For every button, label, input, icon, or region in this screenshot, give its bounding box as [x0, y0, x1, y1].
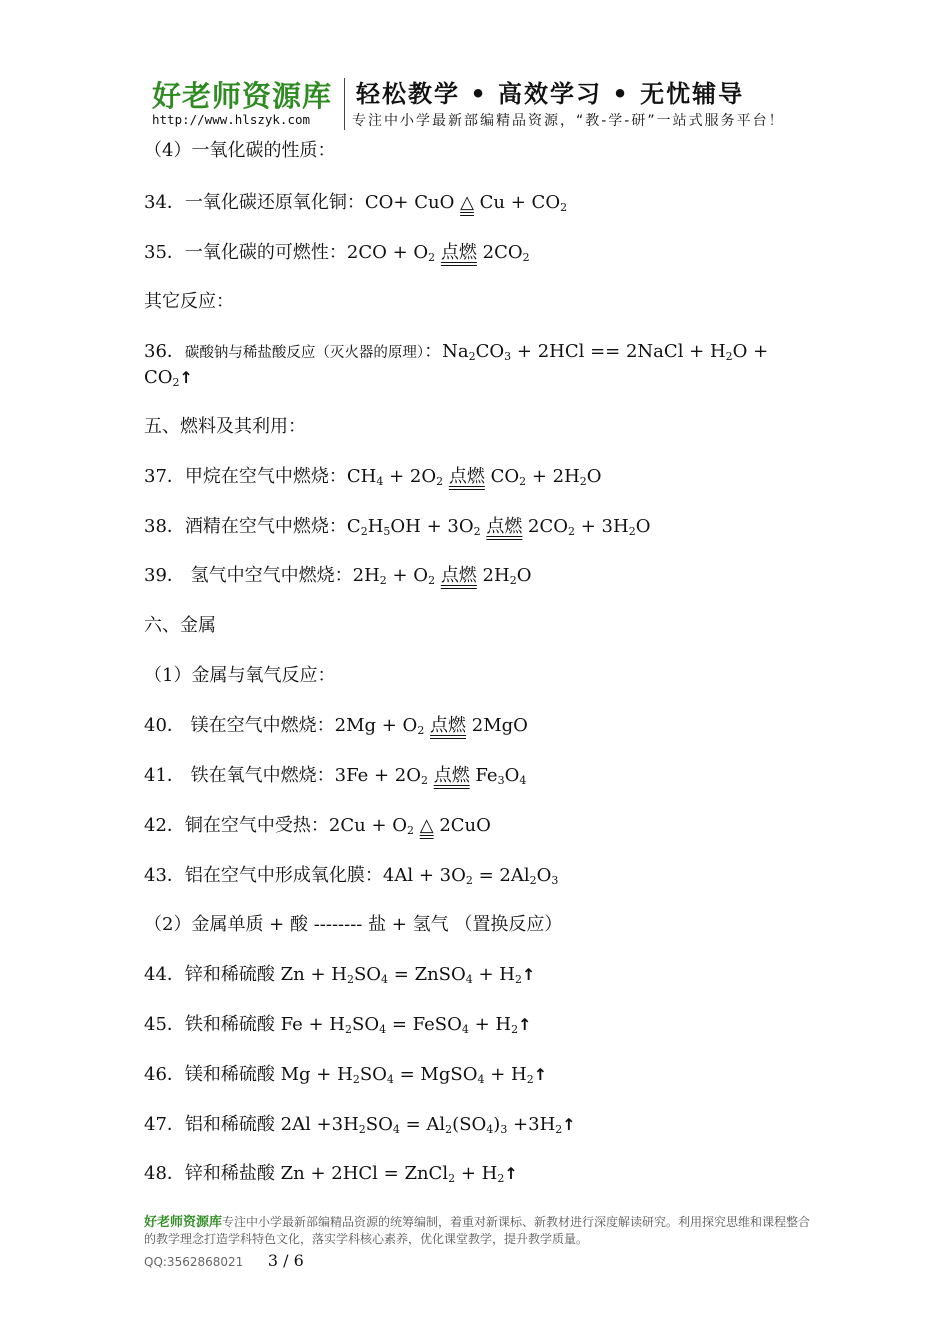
header-tagline: 专注中小学最新部编精品资源，“教-学-研”一站式服务平台！ [352, 113, 785, 129]
equation-34: 34．一氧化碳还原氧化铜：CO+ CuO △ $Cu + CO_2$ [144, 192, 568, 214]
equation-40: 40． 镁在空气中燃烧：$2Mg + O_2$ 点燃 2MgO [144, 715, 528, 737]
equation-46: 46．镁和稀硫酸 $Mg + H_2SO_4$ = MgSO$_4$ + $H_2↑$ [144, 1064, 548, 1086]
footer-brand: 好老师资源库 [144, 1215, 223, 1230]
subsection-heading-metal-acid: （2）金属单质 + 酸 -------- 盐 + 氢气 （置换反应） [144, 914, 563, 935]
equation-42: 42．铜在空气中受热：$2Cu + O_2$ △ 2CuO [144, 815, 491, 837]
footer-description [144, 1214, 814, 1247]
subsection-heading-metal-oxygen: （1）金属与氧气反应： [144, 665, 336, 686]
section-heading-other-reactions: 其它反应： [144, 291, 234, 312]
footer-qq: QQ:3562868021 [144, 1255, 244, 1269]
footer-meta [144, 1251, 814, 1270]
section-heading-metals: 六、金属 [144, 615, 216, 636]
equation-39: 39． 氢气中空气中燃烧：$2H_2 + O_2$ 点燃 $2H_2O$ [144, 565, 532, 587]
section-heading-co-properties: （4）一氧化碳的性质： [144, 140, 336, 161]
header-slogan: 轻松教学 • 高效学习 • 无忧辅导 [356, 80, 745, 108]
equation-37: 37．甲烷在空气中燃烧：$CH_4 + 2O_2$ 点燃 $CO_2 + 2H_2O$ [144, 466, 602, 488]
brand-logo-text: 好老师资源库 [152, 79, 333, 113]
section-heading-fuels: 五、燃料及其利用： [144, 416, 306, 437]
page-number: 3 / 6 [267, 1251, 304, 1270]
page-header [152, 72, 912, 132]
footer-text: 专注中小学最新部编精品资源的统筹编制，着重对新课标、新教材进行深度解读研究。利用探究思维和课程整合的教学理念打造学科特色文化，落实学科核心素养，优化课堂教学，提升教学质量。 [144, 1215, 811, 1246]
equation-44: 44．锌和稀硫酸 $Zn + H_2SO_4$ = ZnSO$_4$ + $H_2↑$ [144, 964, 536, 986]
header-divider [344, 78, 345, 130]
page-footer [144, 1214, 814, 1270]
equation-48: 48．锌和稀盐酸 Zn + 2HCl = ZnCl$_2$ + $H_2↑$ [144, 1163, 518, 1185]
equation-41: 41． 铁在氧气中燃烧：$3Fe + 2O_2$ 点燃 $Fe_3O_4$ [144, 765, 527, 787]
equation-47: 47．铝和稀硫酸 $2Al +3H_2SO_4 = Al_2(SO_4)_3$ $+3H_2↑$ [144, 1114, 576, 1136]
equation-38: 38．酒精在空气中燃烧：$C_2H_5OH + 3O_2$ 点燃 $2CO_2 + 3H_2O$ [144, 516, 651, 538]
equation-45: 45．铁和稀硫酸 $Fe + H_2SO_4$ = FeSO$_4$ + $H_2↑$ [144, 1014, 532, 1036]
equation-36-continued: $CO_2↑$ [144, 367, 193, 389]
equation-36: 36．碳酸钠与稀盐酸反应（灭火器的原理）：$Na_2CO_3 + 2HCl$ == 2NaCl + $H_2O$ + [144, 341, 769, 363]
header-url[interactable]: http://www.hlszyk.com [152, 112, 311, 127]
equation-35: 35．一氧化碳的可燃性：$2CO + O_2$ 点燃 $2CO_2$ [144, 242, 530, 264]
equation-43: 43．铝在空气中形成氧化膜：$4Al + 3O_2 = 2Al_2O_3$ [144, 865, 559, 887]
